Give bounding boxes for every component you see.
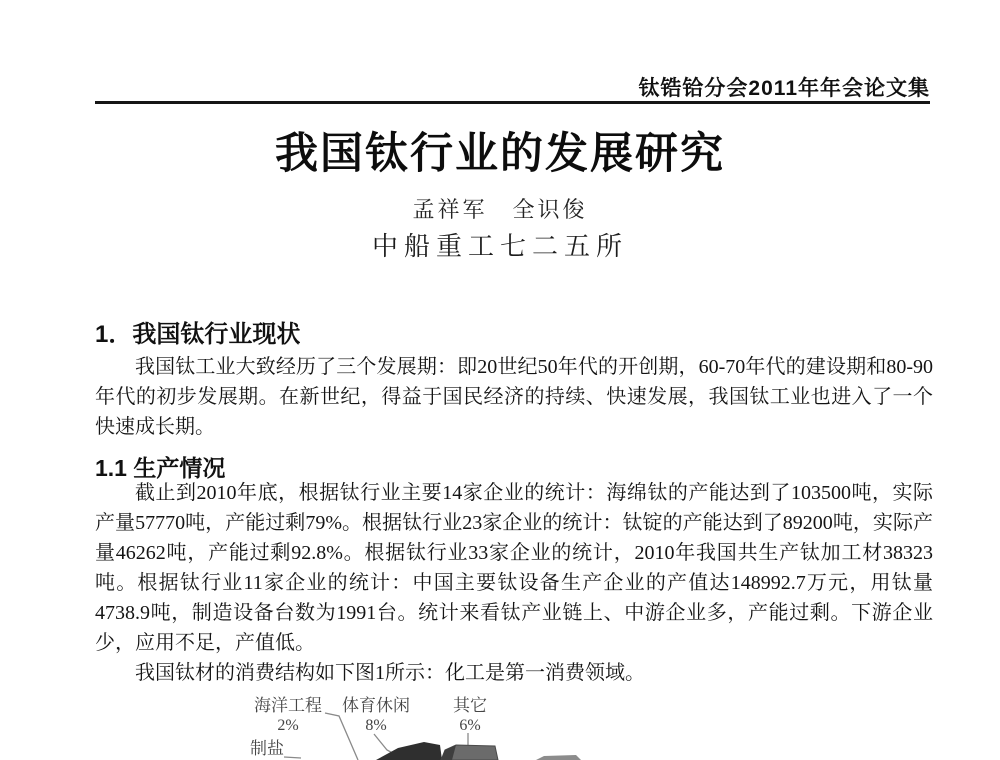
- pie-label-ocean-engineering-name: 海洋工程: [254, 696, 322, 715]
- paragraph-figure-ref: 我国钛材的消费结构如下图1所示：化工是第一消费领域。: [135, 662, 645, 684]
- pie-label-other: [434, 696, 506, 736]
- pie-label-sports-leisure: [334, 696, 418, 736]
- pie-label-other-name: 其它: [453, 696, 487, 715]
- pie-label-salt-making: [250, 739, 298, 759]
- paragraph-intro: [95, 352, 933, 442]
- pie-label-ocean-engineering: [246, 696, 330, 736]
- pie-label-sports-leisure-pct: 8%: [365, 717, 387, 734]
- header-rule: [95, 101, 930, 104]
- leader-line-sports-leisure: [374, 734, 420, 756]
- authors: 孟祥军 全识俊: [412, 197, 588, 222]
- pie-label-salt-making-name: 制盐: [250, 739, 284, 758]
- pie-slice-light-sliver: [536, 755, 581, 760]
- pie-slice-dark: [376, 742, 442, 760]
- paragraph-production: [95, 478, 933, 688]
- journal-header: 钛锆铪分会2011年年会论文集: [638, 77, 930, 100]
- section-heading-1-1: 1.1 生产情况: [95, 455, 226, 481]
- pie-label-ocean-engineering-pct: 2%: [277, 717, 299, 734]
- affiliation: 中船重工七二五所: [371, 232, 628, 261]
- paper-title: 我国钛行业的发展研究: [275, 131, 725, 178]
- paragraph-intro-text: 我国钛工业大致经历了三个发展期：即20世纪50年代的开创期，60-70年代的建设期和80-90年代的初步发展期。在新世纪，得益于国民经济的持续、快速发展，我国钛工业也进入了一个快速成长期。: [95, 356, 933, 438]
- paragraph-production-text: 截止到2010年底，根据钛行业主要14家企业的统计：海绵钛的产能达到了103500吨，实际产量57770吨，产能过剩79%。根据钛行业23家企业的统计：钛锭的产能达到了89200吨，实际产量46262吨，产能过剩92.8%。根据钛行业33家企业的统计，2010年我国共生产钛加工材38323吨。根据钛行业11家企业的统计：中国主要钛设备生产企业的产值达148992.7万元，用钛量4738.9吨，制造设备台数为1991台。统计来看钛产业链上、中游企业多，产能过剩。下游企业少，应用不足，产值低。: [95, 482, 933, 654]
- pie-slice-gray-bevel: [441, 745, 456, 760]
- pie-label-sports-leisure-name: 体育休闲: [342, 696, 410, 715]
- pie-label-other-pct: 6%: [459, 717, 481, 734]
- pie-slice-gray-top: [441, 745, 498, 760]
- section-heading-1: 1．我国钛行业现状: [95, 321, 301, 348]
